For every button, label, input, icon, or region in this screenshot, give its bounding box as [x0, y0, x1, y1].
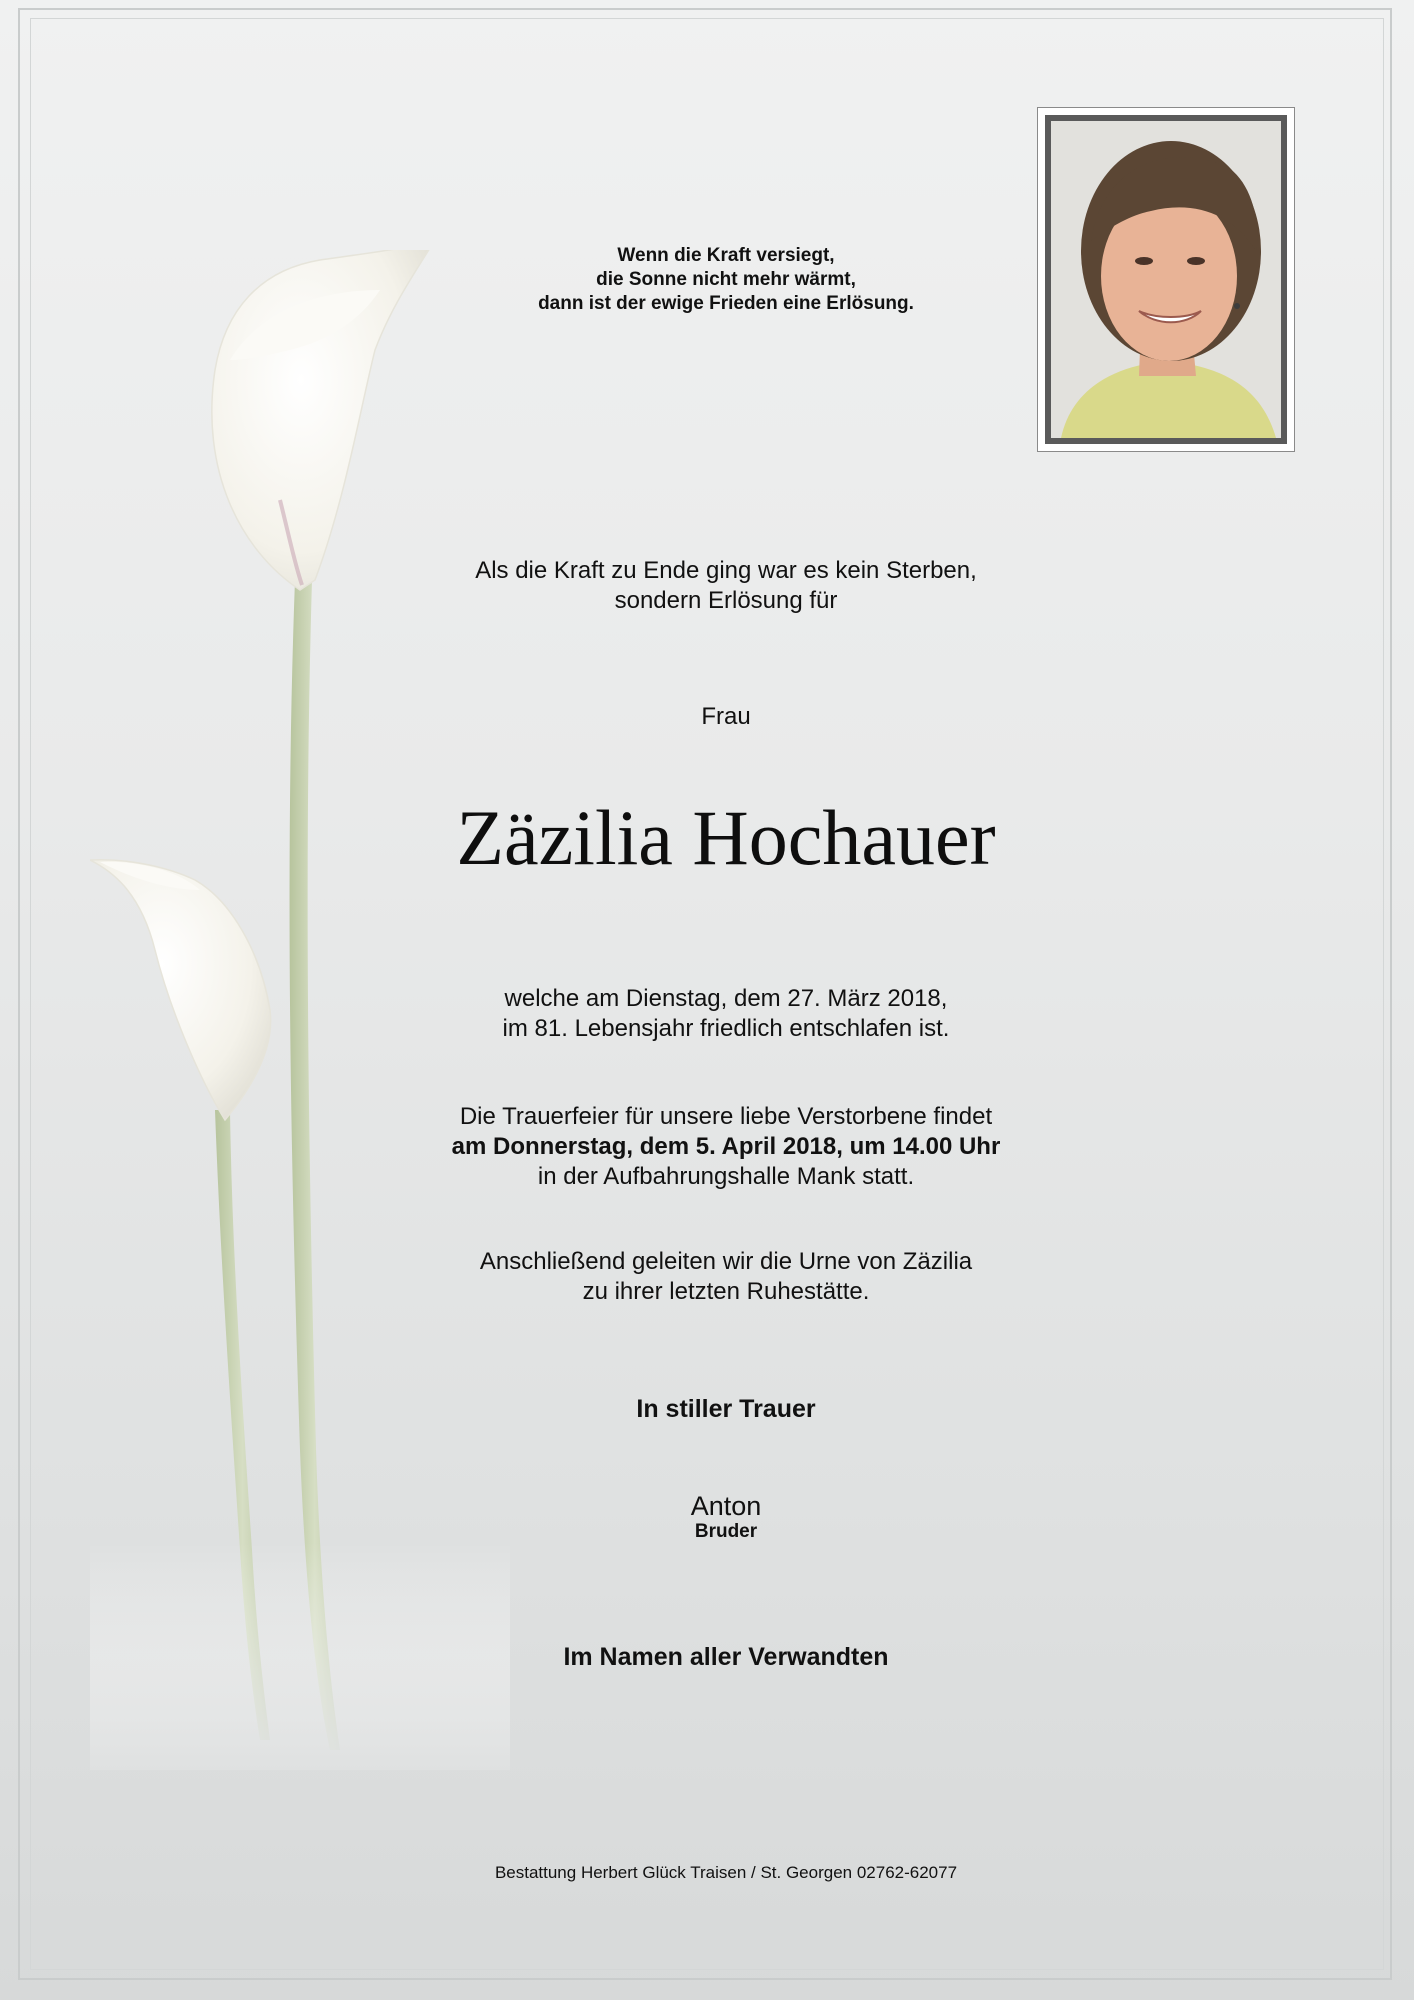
mourner-name: Anton — [690, 1491, 762, 1521]
intro-text — [390, 556, 1062, 616]
mourner-relation: Bruder — [694, 1521, 758, 1542]
portrait-frame — [1037, 107, 1295, 452]
death-notice-line: im 81. Lebensjahr friedlich entschlafen ist. — [502, 1015, 950, 1042]
quote-line: die Sonne nicht mehr wärmt, — [596, 269, 856, 290]
quote-line: Wenn die Kraft versiegt, — [617, 245, 835, 266]
urn-notice — [390, 1247, 1062, 1307]
portrait-photo — [1051, 121, 1281, 438]
death-notice — [390, 984, 1062, 1044]
death-notice-line: welche am Dienstag, dem 27. März 2018, — [504, 985, 948, 1012]
closing-line: Im Namen aller Verwandten — [563, 1643, 889, 1671]
ceremony-date: am Donnerstag, dem 5. April 2018, um 14.00 Uhr — [451, 1133, 1001, 1160]
ceremony-line: Die Trauerfeier für unsere liebe Verstorbene findet — [459, 1103, 993, 1130]
salutation: Frau — [701, 703, 751, 730]
intro-line: Als die Kraft zu Ende ging war es kein Sterben, — [475, 557, 977, 584]
urn-line: Anschließend geleiten wir die Urne von Zäzilia — [479, 1248, 973, 1275]
portrait-matte — [1045, 115, 1287, 444]
ceremony-notice — [390, 1102, 1062, 1192]
funeral-home-footer: Bestattung Herbert Glück Traisen / St. Georgen 02762-62077 — [494, 1863, 958, 1882]
urn-line: zu ihrer letzten Ruhestätte. — [582, 1278, 870, 1305]
deceased-name: Zäzilia Hochauer — [456, 794, 996, 881]
ceremony-location: in der Aufbahrungshalle Mank statt. — [537, 1163, 915, 1190]
quote-line: dann ist der ewige Frieden eine Erlösung. — [538, 293, 914, 314]
mourning-heading: In stiller Trauer — [636, 1395, 816, 1423]
intro-line: sondern Erlösung für — [614, 587, 838, 614]
opening-quote — [390, 244, 1062, 316]
